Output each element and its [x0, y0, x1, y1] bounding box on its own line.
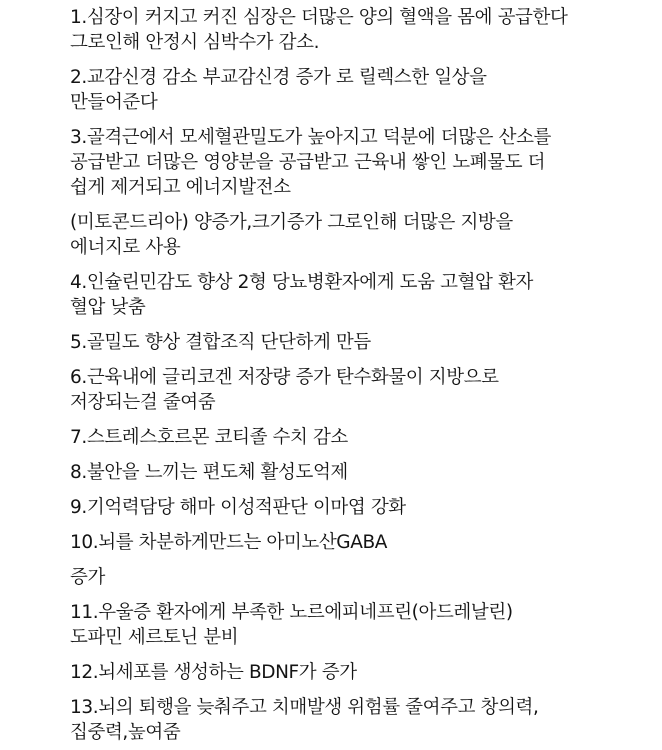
note-body [70, 0, 570, 750]
note-paragraph: (미토콘드리아) 양증가,크기증가 그로인해 더많은 지방을 에너지로 사용 [70, 212, 513, 258]
note-paragraph: 3.골격근에서 모세혈관밀도가 높아지고 덕분에 더많은 산소를 공급받고 더많은 영양분을 공급받고 근육내 쌓인 노폐물도 더 쉽게 제거되고 에너지발전소 [70, 127, 552, 198]
note-paragraph: 9.기억력담당 해마 이성적판단 이마엽 강화 [70, 497, 406, 518]
note-paragraph: 7.스트레스호르몬 코티졸 수치 감소 [70, 427, 348, 448]
note-paragraph: 13.뇌의 퇴행을 늦춰주고 치매발생 위험률 줄여주고 창의력,집중력,높여줌 [70, 697, 539, 743]
note-paragraph: 4.인슐린민감도 향상 2형 당뇨병환자에게 도움 고혈압 환자 혈압 낮춤 [70, 272, 533, 318]
note-paragraph: 5.골밀도 향상 결합조직 단단하게 만듬 [70, 332, 371, 353]
note-paragraph: 1.심장이 커지고 커진 심장은 더많은 양의 혈액을 몸에 공급한다 그로인해 안정시 심박수가 감소. [70, 7, 568, 53]
note-paragraph: 8.불안을 느끼는 편도체 활성도억제 [70, 462, 348, 483]
note-paragraph: 10.뇌를 차분하게만드는 아미노산GABA [70, 532, 388, 553]
note-paragraph: 11.우울증 환자에게 부족한 노르에피네프린(아드레날린) 도파민 세르토닌 분비 [70, 602, 513, 648]
note-paragraph: 6.근육내에 글리코겐 저장량 증가 탄수화물이 지방으로 저장되는걸 줄여줌 [70, 367, 499, 413]
note-paragraph: 2.교감신경 감소 부교감신경 증가 로 릴렉스한 일상을 만들어준다 [70, 67, 487, 113]
note-paragraph: 12.뇌세포를 생성하는 BDNF가 증가 [70, 662, 357, 683]
note-paragraph: 증가 [70, 567, 105, 588]
